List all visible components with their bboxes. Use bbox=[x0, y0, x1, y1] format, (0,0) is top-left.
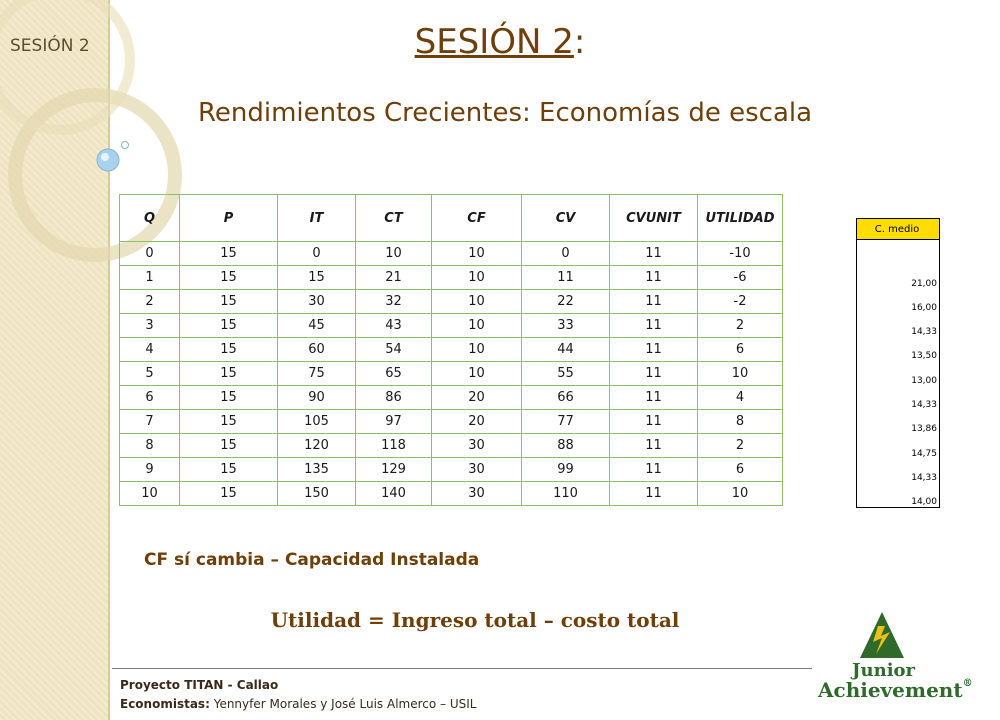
table-cell: 6 bbox=[698, 458, 783, 482]
table-cell: 11 bbox=[610, 314, 698, 338]
table-cell: 6 bbox=[120, 386, 180, 410]
table-cell: 45 bbox=[278, 314, 356, 338]
table-cell: 15 bbox=[180, 362, 278, 386]
table-cell: 15 bbox=[180, 338, 278, 362]
table-cell: 33 bbox=[522, 314, 610, 338]
average-cost-cell: 14,00 bbox=[857, 483, 940, 508]
average-cost-cell: 21,00 bbox=[857, 264, 940, 288]
table-cell: 2 bbox=[698, 434, 783, 458]
average-cost-cell: 13,00 bbox=[857, 361, 940, 385]
column-header-it: IT bbox=[278, 195, 356, 242]
table-cell: 90 bbox=[278, 386, 356, 410]
table-cell: 10 bbox=[698, 482, 783, 506]
table-cell: 10 bbox=[432, 290, 522, 314]
session-label: SESIÓN 2 bbox=[10, 36, 90, 56]
table-cell: 11 bbox=[610, 242, 698, 266]
table-cell: 86 bbox=[356, 386, 432, 410]
footer-authors-label: Economistas: bbox=[120, 697, 210, 711]
table-cell: 15 bbox=[180, 410, 278, 434]
column-header-utilidad: UTILIDAD bbox=[698, 195, 783, 242]
table-cell: 65 bbox=[356, 362, 432, 386]
table-cell: 32 bbox=[356, 290, 432, 314]
table-cell: 10 bbox=[432, 362, 522, 386]
table-cell: 10 bbox=[356, 242, 432, 266]
registered-mark: ® bbox=[962, 678, 973, 689]
table-cell: 77 bbox=[522, 410, 610, 434]
table-cell: 75 bbox=[278, 362, 356, 386]
table-cell: 10 bbox=[698, 362, 783, 386]
table-cell: 60 bbox=[278, 338, 356, 362]
table-cell: 0 bbox=[120, 242, 180, 266]
table-cell: 11 bbox=[610, 362, 698, 386]
table-cell: 54 bbox=[356, 338, 432, 362]
table-row bbox=[120, 482, 783, 506]
column-header-q: Q bbox=[120, 195, 180, 242]
table-row bbox=[120, 290, 783, 314]
table-cell: 88 bbox=[522, 434, 610, 458]
logo-text-junior: Junior bbox=[852, 660, 916, 681]
table-cell: 44 bbox=[522, 338, 610, 362]
profit-formula: Utilidad = Ingreso total – costo total bbox=[270, 608, 680, 632]
table-cell: 11 bbox=[610, 410, 698, 434]
table-cell: 120 bbox=[278, 434, 356, 458]
table-cell: 20 bbox=[432, 386, 522, 410]
table-cell: 135 bbox=[278, 458, 356, 482]
table-cell: 2 bbox=[698, 314, 783, 338]
column-header-cv: CV bbox=[522, 195, 610, 242]
table-cell: 4 bbox=[698, 386, 783, 410]
table-cell: 11 bbox=[522, 266, 610, 290]
economics-table bbox=[119, 194, 783, 506]
table-cell: 0 bbox=[522, 242, 610, 266]
table-cell: 30 bbox=[432, 434, 522, 458]
table-cell: 21 bbox=[356, 266, 432, 290]
table-cell: 110 bbox=[522, 482, 610, 506]
table-cell: 2 bbox=[120, 290, 180, 314]
table-cell: 11 bbox=[610, 482, 698, 506]
table-row bbox=[120, 266, 783, 290]
table-cell: 118 bbox=[356, 434, 432, 458]
table-cell: 7 bbox=[120, 410, 180, 434]
average-cost-table bbox=[856, 218, 940, 508]
table-cell: 66 bbox=[522, 386, 610, 410]
table-cell: 11 bbox=[610, 338, 698, 362]
average-cost-cell: 14,33 bbox=[857, 313, 940, 337]
table-cell: 140 bbox=[356, 482, 432, 506]
table-cell: 9 bbox=[120, 458, 180, 482]
table-row bbox=[120, 386, 783, 410]
table-row bbox=[120, 314, 783, 338]
page-title-colon: : bbox=[573, 22, 586, 62]
average-cost-cell: 13,86 bbox=[857, 410, 940, 434]
average-cost-header: C. medio bbox=[857, 219, 940, 240]
average-cost-cell: 16,00 bbox=[857, 289, 940, 313]
average-cost-cell: 14,75 bbox=[857, 434, 940, 458]
table-cell: 43 bbox=[356, 314, 432, 338]
table-cell: 15 bbox=[180, 266, 278, 290]
table-cell: -6 bbox=[698, 266, 783, 290]
page-title-text: SESIÓN 2 bbox=[414, 22, 574, 62]
table-cell: 15 bbox=[180, 290, 278, 314]
column-header-cvunit: CVUNIT bbox=[610, 195, 698, 242]
table-cell: 129 bbox=[356, 458, 432, 482]
table-cell: 3 bbox=[120, 314, 180, 338]
table-cell: 22 bbox=[522, 290, 610, 314]
table-cell: 30 bbox=[432, 482, 522, 506]
fixed-cost-note: CF sí cambia – Capacidad Instalada bbox=[144, 550, 480, 570]
table-cell: 30 bbox=[432, 458, 522, 482]
footer-authors-names: Yennyfer Morales y José Luis Almerco – USIL bbox=[209, 697, 477, 711]
table-cell: 15 bbox=[180, 386, 278, 410]
table-cell: 15 bbox=[180, 434, 278, 458]
table-cell: 15 bbox=[278, 266, 356, 290]
logo-text-achievement-word: Achievement bbox=[818, 678, 963, 702]
table-cell: 10 bbox=[432, 242, 522, 266]
table-cell: 10 bbox=[432, 314, 522, 338]
column-header-p: P bbox=[180, 195, 278, 242]
table-header-row bbox=[120, 195, 783, 242]
average-cost-cell: 14,33 bbox=[857, 386, 940, 410]
table-cell: 1 bbox=[120, 266, 180, 290]
table-cell: 11 bbox=[610, 290, 698, 314]
page-title bbox=[0, 22, 1000, 62]
table-cell: 97 bbox=[356, 410, 432, 434]
table-cell: 10 bbox=[120, 482, 180, 506]
table-cell: 10 bbox=[432, 266, 522, 290]
table-cell: 8 bbox=[698, 410, 783, 434]
page-subtitle: Rendimientos Crecientes: Economías de escala bbox=[197, 98, 813, 128]
table-cell: 4 bbox=[120, 338, 180, 362]
table-row bbox=[120, 458, 783, 482]
table-row bbox=[120, 434, 783, 458]
table-cell: 105 bbox=[278, 410, 356, 434]
table-row bbox=[120, 362, 783, 386]
table-cell: 11 bbox=[610, 458, 698, 482]
table-row bbox=[120, 242, 783, 266]
table-cell: 11 bbox=[610, 434, 698, 458]
logo-text-achievement bbox=[818, 678, 973, 702]
table-cell: 11 bbox=[610, 266, 698, 290]
table-cell: 15 bbox=[180, 482, 278, 506]
average-cost-cell: 13,50 bbox=[857, 337, 940, 361]
footer-divider bbox=[112, 668, 812, 669]
table-cell: 15 bbox=[180, 242, 278, 266]
table-row bbox=[120, 338, 783, 362]
footer-authors bbox=[120, 697, 476, 711]
table-cell: 150 bbox=[278, 482, 356, 506]
table-row bbox=[120, 410, 783, 434]
column-header-ct: CT bbox=[356, 195, 432, 242]
table-cell: 11 bbox=[610, 386, 698, 410]
table-cell: 99 bbox=[522, 458, 610, 482]
table-cell: -10 bbox=[698, 242, 783, 266]
table-cell: 15 bbox=[180, 314, 278, 338]
table-cell: 15 bbox=[180, 458, 278, 482]
table-cell: 10 bbox=[432, 338, 522, 362]
column-header-cf: CF bbox=[432, 195, 522, 242]
average-cost-cell: 14,33 bbox=[857, 459, 940, 483]
footer-project: Proyecto TITAN - Callao bbox=[120, 678, 279, 692]
table-cell: 55 bbox=[522, 362, 610, 386]
table-cell: 5 bbox=[120, 362, 180, 386]
table-cell: 0 bbox=[278, 242, 356, 266]
table-cell: 6 bbox=[698, 338, 783, 362]
table-cell: 20 bbox=[432, 410, 522, 434]
average-cost-cell bbox=[857, 240, 940, 265]
table-cell: 8 bbox=[120, 434, 180, 458]
table-cell: 30 bbox=[278, 290, 356, 314]
table-cell: -2 bbox=[698, 290, 783, 314]
